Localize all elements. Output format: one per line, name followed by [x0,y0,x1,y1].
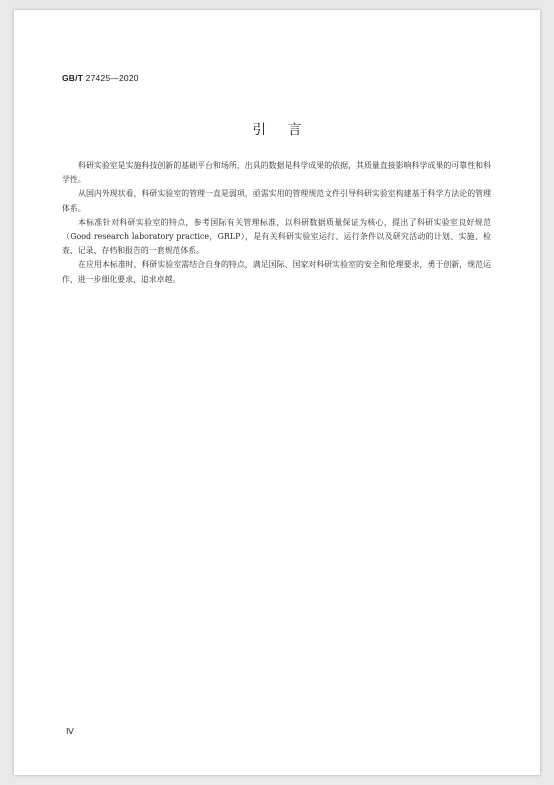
document-page [14,10,540,775]
introduction-body [62,159,491,287]
paragraph: 从国内外现状看，科研实验室的管理一直是弱项，亟需实用的管理规范文件引导科研实验室构建基于科学方法论的管理体系。 [62,189,491,213]
paragraph: 科研实验室是实施科技创新的基础平台和场所，出具的数据是科学成果的依据，其质量直接影响科学成果的可靠性和科学性。 [62,161,491,185]
paragraph: 在应用本标准时，科研实验室需结合自身的特点，满足国际、国家对科研实验室的安全和伦理要求，勇于创新，规范运作，进一步细化要求，追求卓越。 [62,260,491,284]
page-title: 引言 [252,122,324,138]
standard-number: 27425—2020 [83,73,139,83]
paragraph: 本标准针对科研实验室的特点，参考国际有关管理标准，以科研数据质量保证为核心，提出了科研实验室良好规范（Good research laboratory practice，GRLP），是有关科研实验室运行、运行条件以及研究活动的计划、实施、检查、记录、存档和报告的一套规范体系。 [62,217,491,256]
standard-prefix: GB/T [62,73,84,83]
standard-code [62,73,139,83]
page-number: Ⅳ [66,726,74,736]
